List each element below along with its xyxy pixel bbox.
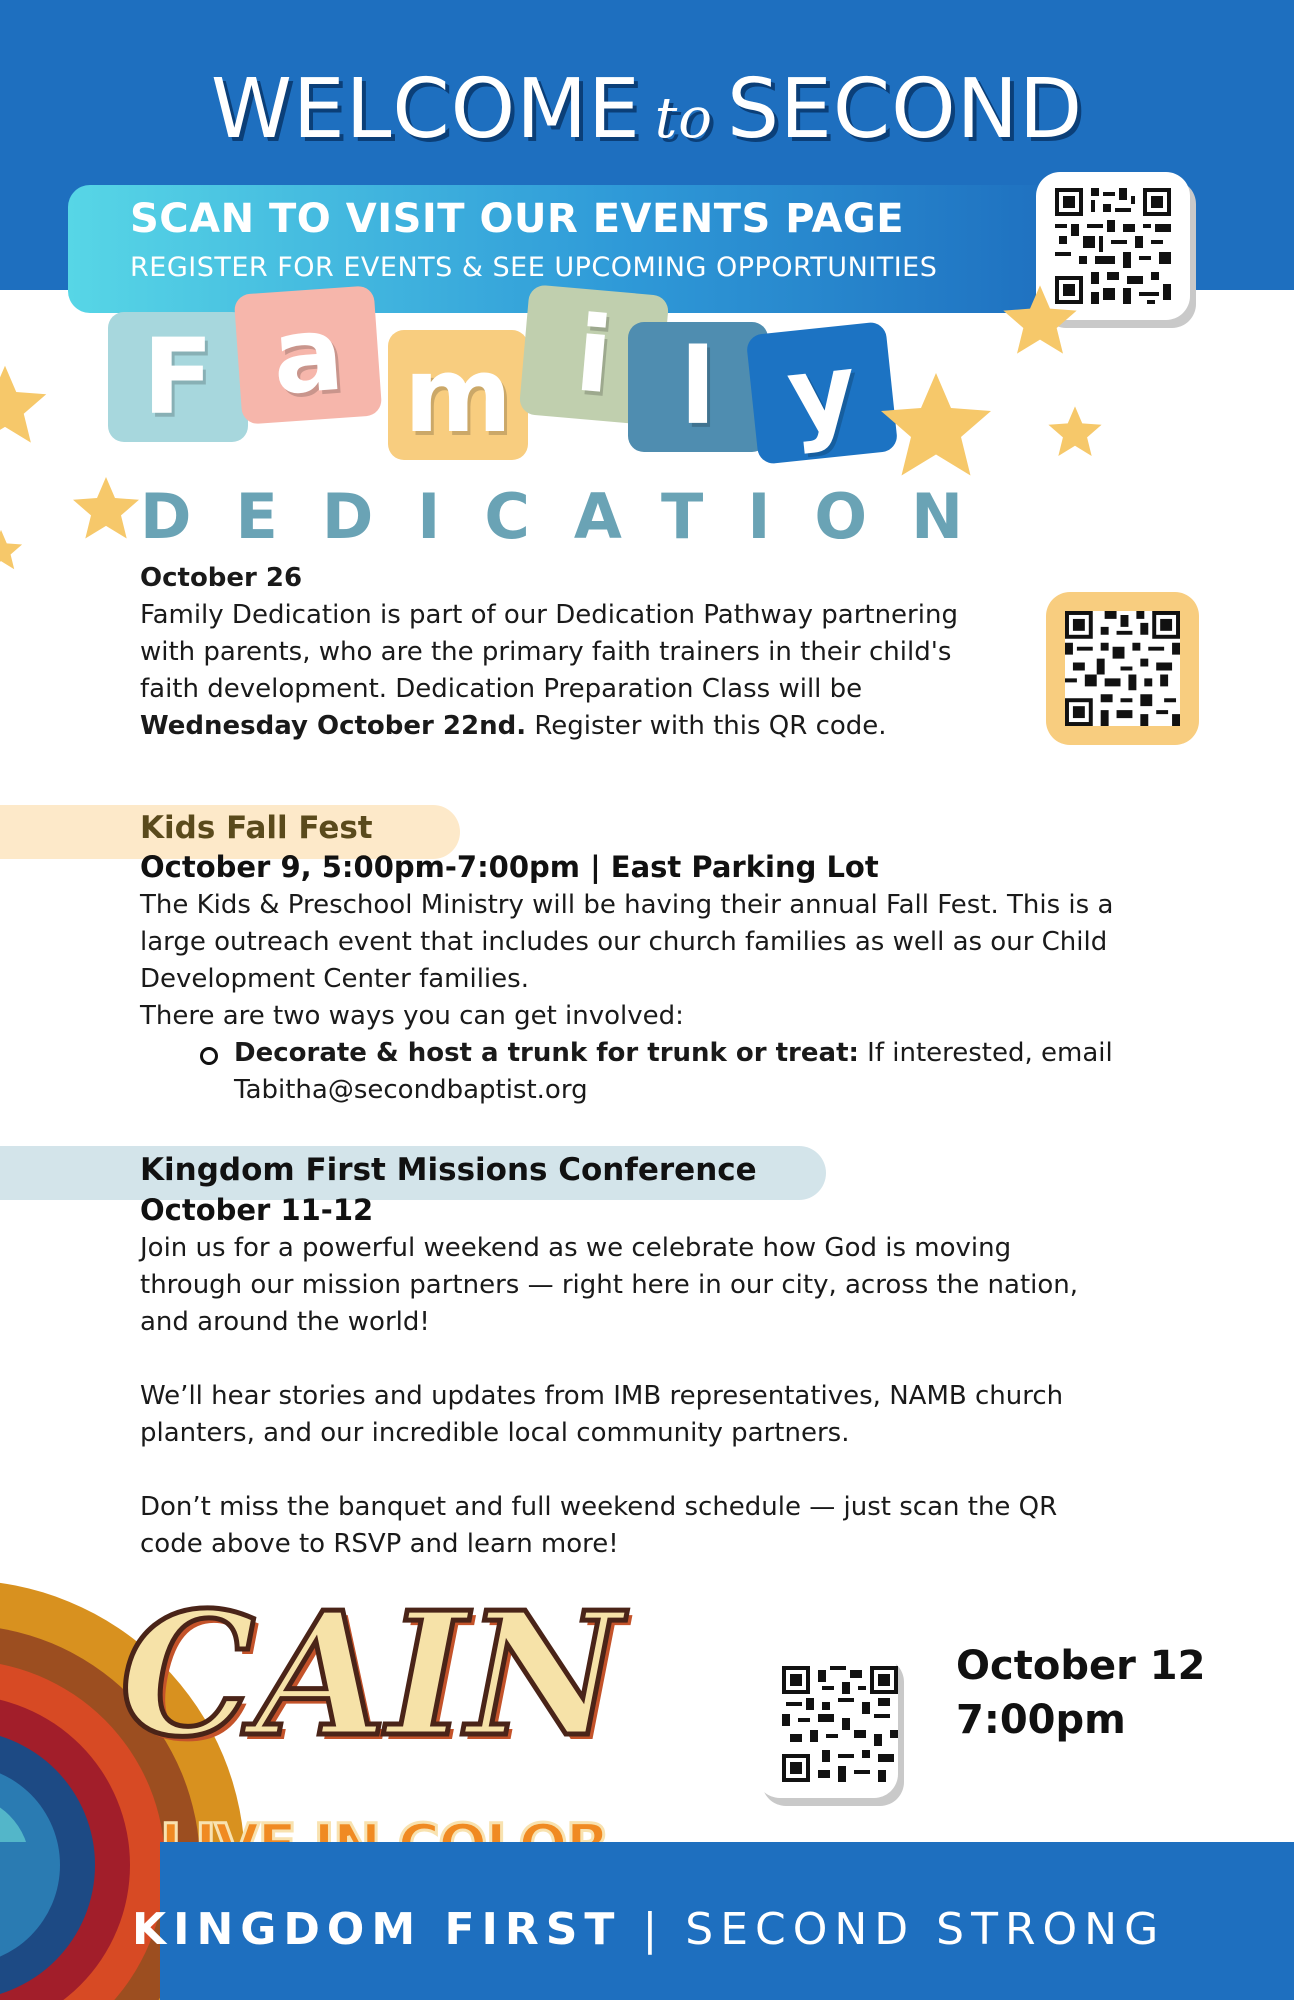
family-letter-tile: l	[628, 322, 768, 452]
dedication-body-line	[140, 708, 887, 745]
star-icon	[0, 362, 50, 452]
bullet-icon	[200, 1047, 218, 1065]
dedication-body-line: faith development. Dedication Preparation Class will be	[140, 674, 863, 704]
missions-body-line: Don’t miss the banquet and full weekend schedule — just scan the QR	[140, 1492, 1058, 1522]
missions-body-line: through our mission partners — right here in our city, across the nation,	[140, 1270, 1079, 1300]
dedication-heading: DEDICATION	[140, 480, 1007, 553]
title-second: SECOND	[727, 62, 1084, 157]
fall-fest-body-line: There are two ways you can get involved:	[140, 1001, 684, 1031]
title-to: to	[654, 86, 713, 151]
cain-logo-title: CAIN	[120, 1575, 623, 1775]
missions-body-line: code above to RSVP and learn more!	[140, 1529, 619, 1559]
star-icon	[70, 474, 142, 546]
family-letter-tile: F	[108, 312, 248, 442]
missions-body-line: Join us for a powerful weekend as we celebrate how God is moving	[140, 1233, 1012, 1263]
footer-separator: |	[642, 1904, 665, 1955]
fall-fest-subheading: October 9, 5:00pm-7:00pm | East Parking Lot	[140, 850, 879, 884]
page-title	[0, 62, 1294, 157]
family-letter-tile: m	[388, 330, 528, 460]
family-letter-tile: y	[746, 321, 899, 465]
concert-time: 7:00pm	[956, 1697, 1126, 1743]
family-letter-tile: a	[234, 285, 383, 424]
title-welcome: WELCOME	[210, 62, 641, 157]
star-icon	[0, 528, 24, 574]
missions-body-line: We’ll hear stories and updates from IMB representatives, NAMB church	[140, 1381, 1064, 1411]
dedication-qr-code[interactable]	[1046, 592, 1199, 745]
register-text: Register with this QR code.	[526, 711, 887, 741]
scan-banner-title: SCAN TO VISIT OUR EVENTS PAGE	[130, 196, 905, 242]
concert-date: October 12	[956, 1643, 1206, 1689]
fall-fest-heading: Kids Fall Fest	[140, 810, 373, 846]
star-icon	[1000, 282, 1080, 362]
footer-second-strong: SECOND STRONG	[685, 1904, 1166, 1955]
bullet-text: If interested, email	[858, 1038, 1113, 1068]
missions-body-line: planters, and our incredible local community partners.	[140, 1418, 850, 1448]
star-icon	[1046, 404, 1104, 462]
contact-email-link[interactable]: Tabitha@secondbaptist.org	[234, 1075, 588, 1105]
scan-banner-subtitle: REGISTER FOR EVENTS & SEE UPCOMING OPPORTUNITIES	[130, 252, 938, 283]
dedication-date: October 26	[140, 563, 303, 593]
star-icon	[876, 368, 996, 488]
missions-heading: Kingdom First Missions Conference	[140, 1152, 757, 1188]
footer-tagline	[132, 1904, 1165, 1955]
family-letter-tile: i	[519, 284, 670, 426]
concert-qr-code[interactable]	[756, 1650, 898, 1798]
class-date: Wednesday October 22nd.	[140, 711, 527, 741]
missions-body-line: and around the world!	[140, 1307, 430, 1337]
footer-kingdom-first: KINGDOM FIRST	[132, 1904, 622, 1955]
fall-fest-body-line: The Kids & Preschool Ministry will be having their annual Fall Fest. This is a	[140, 890, 1114, 920]
fall-fest-body-line: Development Center families.	[140, 964, 529, 994]
fall-fest-bullet	[234, 1035, 1113, 1072]
missions-date: October 11-12	[140, 1193, 374, 1227]
fall-fest-body-line: large outreach event that includes our church families as well as our Child	[140, 927, 1108, 957]
dedication-body-line: with parents, who are the primary faith trainers in their child's	[140, 637, 952, 667]
dedication-body-line: Family Dedication is part of our Dedication Pathway partnering	[140, 600, 958, 630]
bullet-bold-text: Decorate & host a trunk for trunk or treat:	[234, 1038, 859, 1068]
